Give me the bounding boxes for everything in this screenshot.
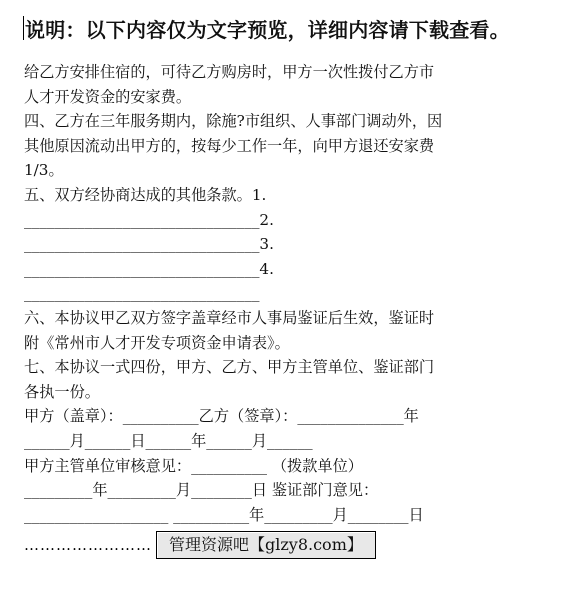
doc-line: 五、双方经协商达成的其他条款。1. <box>24 185 267 204</box>
doc-line: _________年_________月________日 鉴证部门意见： <box>24 481 379 500</box>
doc-line: _______________________________4. <box>24 259 274 278</box>
doc-line: 各执一份。 <box>24 382 100 401</box>
document-body <box>24 60 554 527</box>
doc-line: 甲方主管单位审核意见：__________ （拨款单位） <box>24 456 363 475</box>
text-cursor <box>23 16 24 40</box>
doc-line: ___________________ __________年_________月________日 <box>24 505 424 524</box>
doc-line: 附《常州市人才开发专项资金申请表》。 <box>24 333 290 352</box>
dotted-leader: …………………… <box>24 536 152 554</box>
doc-line: 四、乙方在三年服务期内，除施?市组织、人事部门调动外，因 <box>24 112 443 131</box>
doc-line: 1/3。 <box>24 161 64 180</box>
footer <box>24 531 376 559</box>
doc-line: 其他原因流动出甲方的，按每少工作一年，向甲方退还安家费 <box>24 136 435 155</box>
doc-line: _______________________________ <box>24 284 260 303</box>
doc-line: 七、本协议一式四份，甲方、乙方、甲方主管单位、鉴证部门 <box>24 358 435 377</box>
doc-line: _______________________________2. <box>24 210 274 229</box>
doc-line: 给乙方安排住宿的，可待乙方购房时，甲方一次性拨付乙方市 <box>24 63 435 81</box>
doc-line: 六、本协议甲乙双方签字盖章经市人事局鉴证后生效，鉴证时 <box>24 308 435 327</box>
doc-line: 甲方（盖章）：__________乙方（签章）：______________年 <box>24 407 419 426</box>
preview-notice-title: 说明：以下内容仅为文字预览，详细内容请下载查看。 <box>25 18 510 42</box>
doc-line: ______月______日______年______月______ <box>24 431 313 450</box>
doc-line: 人才开发资金的安家费。 <box>24 87 192 106</box>
doc-line: _______________________________3. <box>24 235 274 254</box>
source-link-button[interactable]: 管理资源吧【glzy8.com】 <box>156 531 376 559</box>
